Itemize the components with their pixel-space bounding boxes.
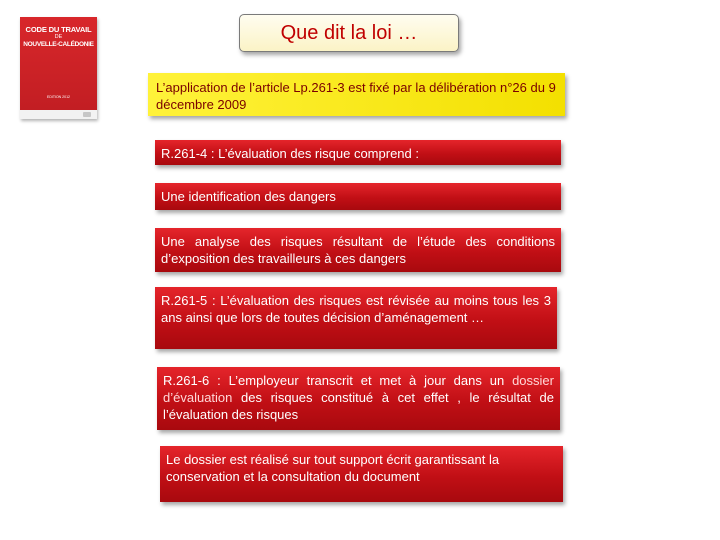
page-title bbox=[239, 14, 459, 52]
article-r261-4-text: R.261-4 : L’évaluation des risque comprend : bbox=[161, 146, 419, 161]
publisher-logo-icon bbox=[83, 112, 91, 117]
page-title-text: Que dit la loi … bbox=[280, 21, 418, 44]
analyse-box bbox=[155, 228, 561, 272]
article-r261-5-text: R.261-5 : L’évaluation des risques est révisée au moins tous les 3 ans ainsi que lors de toutes décision d’aménagement … bbox=[161, 293, 551, 325]
article-r261-6-text-end: des risques constitué à cet effet , le résultat de l’évaluation des risques bbox=[163, 390, 554, 422]
identification-text: Une identification des dangers bbox=[161, 189, 336, 204]
code-du-travail-cover-image bbox=[20, 17, 97, 119]
analyse-text: Une analyse des risques résultant de l’étude des conditions d’exposition des travailleurs à ces dangers bbox=[161, 234, 555, 266]
intro-note bbox=[148, 73, 565, 116]
dossier-support-box bbox=[160, 446, 563, 502]
cover-title-line: CODE DU TRAVAIL bbox=[25, 25, 92, 34]
cover-title-line: NOUVELLE-CALÉDONIE bbox=[23, 41, 94, 48]
dossier-support-text: Le dossier est réalisé sur tout support écrit garantissant la conservation et la consultation du document bbox=[166, 452, 500, 484]
dossier-evaluation-highlight: dossier d’évaluation bbox=[163, 373, 554, 405]
article-r261-6-text: R.261-6 : L’employeur transcrit et met à jour dans un bbox=[163, 373, 513, 388]
article-r261-6-box bbox=[157, 367, 560, 430]
cover-title-line: DE bbox=[54, 34, 63, 40]
article-r261-4-box bbox=[155, 140, 561, 165]
cover-edition: EDITION 2012 bbox=[47, 95, 70, 99]
article-r261-5-box bbox=[155, 287, 557, 349]
intro-note-text: L’application de l’article Lp.261-3 est fixé par la délibération n°26 du 9 décembre 2009 bbox=[156, 80, 556, 112]
identification-box bbox=[155, 183, 561, 210]
